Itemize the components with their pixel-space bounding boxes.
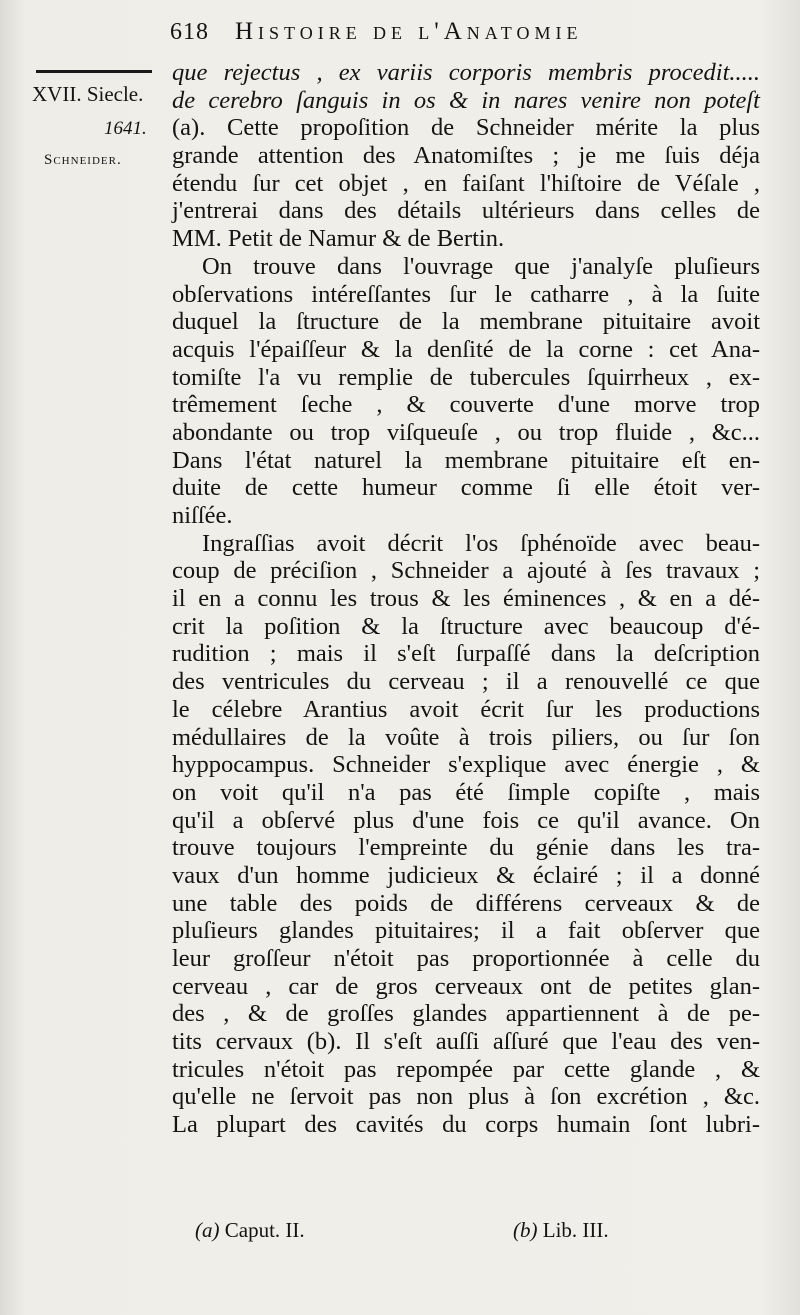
text-line: vaux d'un homme judicieux & éclairé ; il a donné: [172, 861, 760, 889]
text-line: des , & de groſſes glandes appartiennent à de pe-: [172, 1000, 760, 1028]
text-line: duite de cette humeur comme ſi elle étoit ver-: [172, 474, 760, 502]
margin-rule: [36, 70, 152, 73]
text-line: On trouve dans l'ouvrage que j'analyſe pluſieurs: [202, 252, 760, 280]
text-line: La plupart des cavités du corps humain ſont lubri-: [172, 1111, 760, 1139]
text-line: qu'elle ne ſervoit pas non plus à ſon excrétion , &c.: [172, 1083, 760, 1111]
text-line: j'entrerai dans des détails ultérieurs dans celles de: [172, 197, 760, 225]
text-line: crit la poſition & la ſtructure avec beaucoup d'é-: [172, 612, 760, 640]
text-line: il en a connu les trous & les éminences , & en a dé-: [172, 585, 760, 613]
text-line: des ventricules du cerveau ; il a renouvellé ce que: [172, 668, 760, 696]
margin-author: Schneider.: [44, 152, 122, 168]
margin-year: 1641.: [104, 118, 147, 139]
text-line: duquel la ſtructure de la membrane pituitaire avoit: [172, 308, 760, 336]
text-line: cerveau , car de gros cerveaux ont de petites glan-: [172, 972, 760, 1000]
margin-century: XVII. Siecle.: [32, 82, 144, 106]
text-line: grande attention des Anatomiſtes ; je me ſuis déja: [172, 142, 760, 170]
footnote-b-mark: (b): [513, 1218, 538, 1242]
text-line: trêmement ſeche , & couverte d'une morve trop: [172, 391, 760, 419]
text-line: niſſée.: [172, 502, 233, 529]
page-header: [170, 18, 680, 58]
text-line: (a). Cette propoſition de Schneider mérite la plus: [172, 114, 760, 142]
running-title: Histoire de l'Anatomie: [235, 18, 583, 45]
footnote-a-mark: (a): [195, 1218, 220, 1242]
text-line: qu'il a obſervé plus d'une fois ce qu'il avance. On: [172, 806, 760, 834]
footnote-a-text: Caput. II.: [224, 1218, 305, 1242]
text-line: une table des poids de différens cerveaux & de: [172, 889, 760, 917]
text-line: acquis l'épaiſſeur & la denſité de la corne : cet Ana-: [172, 335, 760, 363]
body-text: [172, 59, 760, 1139]
text-line: coup de préciſion , Schneider a ajouté à ſes travaux ;: [172, 557, 760, 585]
text-line: étendu ſur cet objet , en faiſant l'hiſtoire de Véſale ,: [172, 169, 760, 197]
text-line: tits cervaux (b). Il s'eſt auſſi aſſuré que l'eau des ven-: [172, 1028, 760, 1056]
footnotes: [195, 1218, 755, 1250]
text-line: rudition ; mais il s'eſt ſurpaſſé dans la deſcription: [172, 640, 760, 668]
text-line: Ingraſſias avoit décrit l'os ſphénoïde avec beau-: [202, 529, 760, 557]
text-line: médullaires de la voûte à trois piliers, ou ſur ſon: [172, 723, 760, 751]
text-line: que rejectus , ex variis corporis membris procedit.....: [172, 59, 760, 86]
footnote-a: [195, 1218, 305, 1243]
text-line: tomiſte l'a vu remplie de tubercules ſquirrheux , ex-: [172, 363, 760, 391]
text-line: on voit qu'il n'a pas été ſimple copiſte , mais: [172, 778, 760, 806]
text-line: abondante ou trop viſqueuſe , ou trop fluide , &c...: [172, 418, 760, 446]
text-line: pluſieurs glandes pituitaires; il a fait obſerver que: [172, 917, 760, 945]
page-number: 618: [170, 19, 209, 45]
footnote-b-text: Lib. III.: [542, 1218, 609, 1242]
text-line: leur groſſeur n'étoit pas proportionnée à celle du: [172, 945, 760, 972]
text-line: Dans l'état naturel la membrane pituitaire eſt en-: [172, 446, 760, 474]
text-line: tricules n'étoit pas repompée par cette glande , &: [172, 1055, 760, 1083]
text-line: le célebre Arantius avoit écrit ſur les productions: [172, 695, 760, 723]
text-line: obſervations intéreſſantes ſur le catharre , à la ſuite: [172, 280, 760, 308]
text-line: MM. Petit de Namur & de Bertin.: [172, 225, 505, 253]
text-line: trouve toujours l'empreinte du génie dans les tra-: [172, 834, 760, 862]
text-line: de cerebro ſanguis in os & in nares venire non poteſt: [172, 86, 760, 114]
text-line: hyppocampus. Schneider s'explique avec énergie , &: [172, 751, 760, 779]
footnote-b: [513, 1218, 609, 1243]
